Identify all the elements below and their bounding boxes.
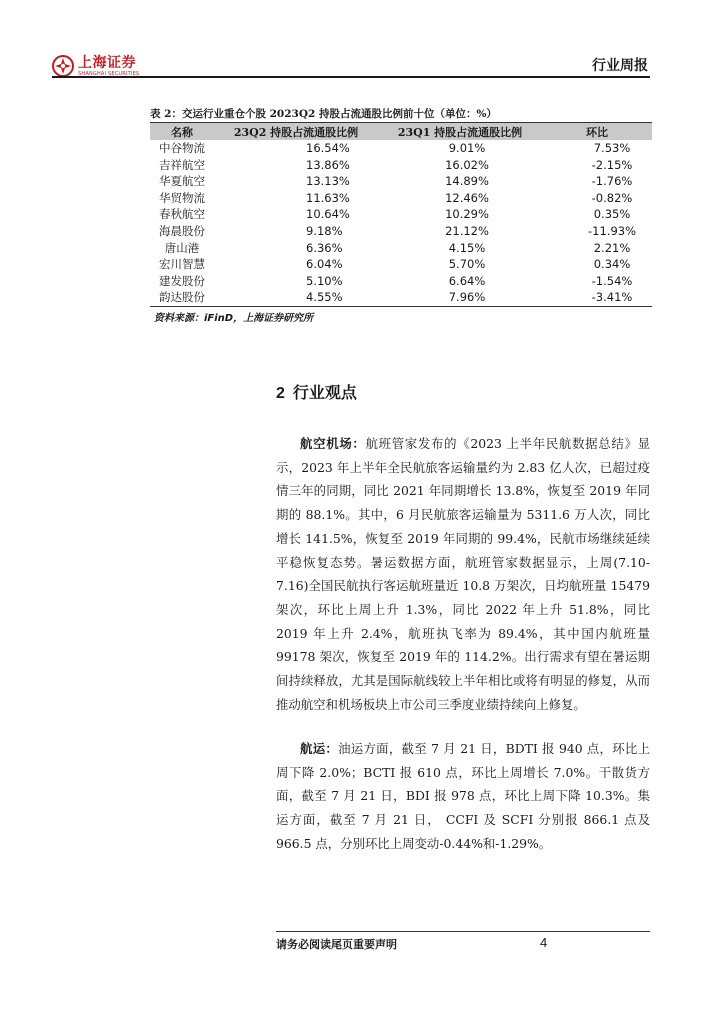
column-header-change: 环比 [542,123,652,140]
disclaimer-note: 请务必阅读尾页重要声明 [276,938,397,951]
table-row [150,223,652,240]
header-divider [52,76,650,78]
stock-name: 宏川智慧 [159,257,205,272]
qoq-change: -1.54% [591,273,633,288]
paragraph-lead: 航运： [300,741,339,756]
q1-ratio: 7.96% [448,290,486,305]
section-title: 行业观点 [292,383,357,402]
stock-name: 韵达股份 [159,290,205,305]
q1-ratio: 14.89% [445,174,489,189]
q2-ratio: 5.10% [306,273,343,288]
qoq-change: -11.93% [588,223,636,238]
stock-name: 吉祥航空 [159,157,205,172]
q2-ratio: 16.54% [306,141,350,155]
q1-ratio: 9.01% [448,141,486,155]
footer-divider [276,931,650,932]
holdings-table [150,123,652,306]
q1-ratio: 21.12% [445,223,489,238]
table-row [150,190,652,207]
q2-ratio: 13.86% [306,157,350,172]
qoq-change: -3.41% [591,290,633,305]
q1-ratio: 16.02% [445,157,489,172]
company-logo [52,54,139,78]
qoq-change: 0.34% [593,257,631,272]
paragraph-text: 油运方面，截至 7 月 21 日，BDTI 报 940 点，环比上周下降 2.0%；BCTI 报 610 点，环比上周增长 7.0%。干散货方面，截至 7 月 21 日，BDI 报 978 点，环比上周下降 10.3%。集运方面，截至 7 月 21 日， CCFI 及 SCFI 分别报 866.1 点及 966.5 点，分别环比上周变动-0.44%和-1.29%。 [276,741,650,851]
stock-name: 华贸物流 [159,190,205,205]
table-header-row [150,123,652,140]
q2-ratio: 9.18% [306,223,343,238]
q1-ratio: 5.70% [448,257,486,272]
paragraph-shipping [276,737,650,856]
q2-ratio: 4.55% [306,290,343,305]
q1-ratio: 12.46% [445,190,489,205]
table-row [150,273,652,290]
section-number: 2 [276,385,285,402]
q1-ratio: 6.64% [448,273,486,288]
q2-ratio: 11.63% [306,190,350,205]
column-header-name: 名称 [150,123,214,140]
q2-ratio: 6.36% [306,240,343,255]
table-row [150,240,652,257]
q2-ratio: 6.04% [306,257,343,272]
table-row [150,256,652,273]
qoq-change: 0.35% [593,207,631,222]
table-row [150,140,652,157]
stock-name: 建发股份 [159,273,205,288]
page-number: 4 [540,935,548,950]
table-row [150,289,652,306]
qoq-change: -1.76% [591,174,633,189]
report-type: 行业周报 [592,58,648,74]
paragraph-lead: 航空机场： [300,436,366,451]
table-source: 资料来源：iFinD，上海证券研究所 [154,313,314,324]
stock-name: 海晨股份 [159,223,205,238]
stock-name: 中谷物流 [159,141,205,155]
page-header [52,52,650,78]
paragraph-aviation [276,432,650,716]
table-row [150,206,652,223]
qoq-change: 7.53% [593,141,631,155]
stock-name: 春秋航空 [159,207,205,222]
qoq-change: -0.82% [591,190,633,205]
paragraph-text: 航班管家发布的《2023 上半年民航数据总结》显示，2023 年上半年全民航旅客运输量约为 2.83 亿人次，已超过疫情三年的同期，同比 2021 年同期增长 13.8%，恢复至 2019 年同期的 88.1%。其中，6 月民航旅客运输量为 5311.6 万人次，同比增长 141.5%，恢复至 2019 年同期的 99.4%，民航市场继续延续平稳恢复态势。暑运数据方面，航班管家数据显示，上周(7.10-7.16)全国民航执行客运航班量近 10.8 万架次，日均航班量 15479 架次，环比上周上升 1.3%，同比 2022 年上升 51.8%，同比 2019 年上升 2.4%，航班执飞率为 89.4%，其中国内航班量 99178 架次，恢复至 2019 年的 114.2%。出行需求有望在暑运期间持续释放，尤其是国际航线较上半年相比或将有明显的修复，从而推动航空和机场板块上市公司三季度业绩持续向上修复。 [276,436,650,712]
stock-name: 华夏航空 [159,174,205,189]
logo-name-en: SHANGHAI SECURITIES [78,70,140,77]
column-header-q2: 23Q2 持股占流通股比例 [214,123,378,140]
q1-ratio: 4.15% [448,240,486,255]
table-title: 表 2：交运行业重仓个股 2023Q2 持股占流通股比例前十位（单位：%） [150,108,497,120]
column-header-q1: 23Q1 持股占流通股比例 [378,123,542,140]
table-row [150,173,652,190]
qoq-change: -2.15% [591,157,633,172]
table-row [150,157,652,174]
q2-ratio: 13.13% [306,174,350,189]
logo-emblem-icon [52,55,74,77]
qoq-change: 2.21% [593,240,631,255]
q1-ratio: 10.29% [445,207,489,222]
table-bottom-divider [150,306,652,307]
logo-name-cn: 上海证券 [78,54,136,71]
q2-ratio: 10.64% [306,207,350,222]
section-heading [276,380,357,403]
stock-name: 唐山港 [164,240,200,255]
